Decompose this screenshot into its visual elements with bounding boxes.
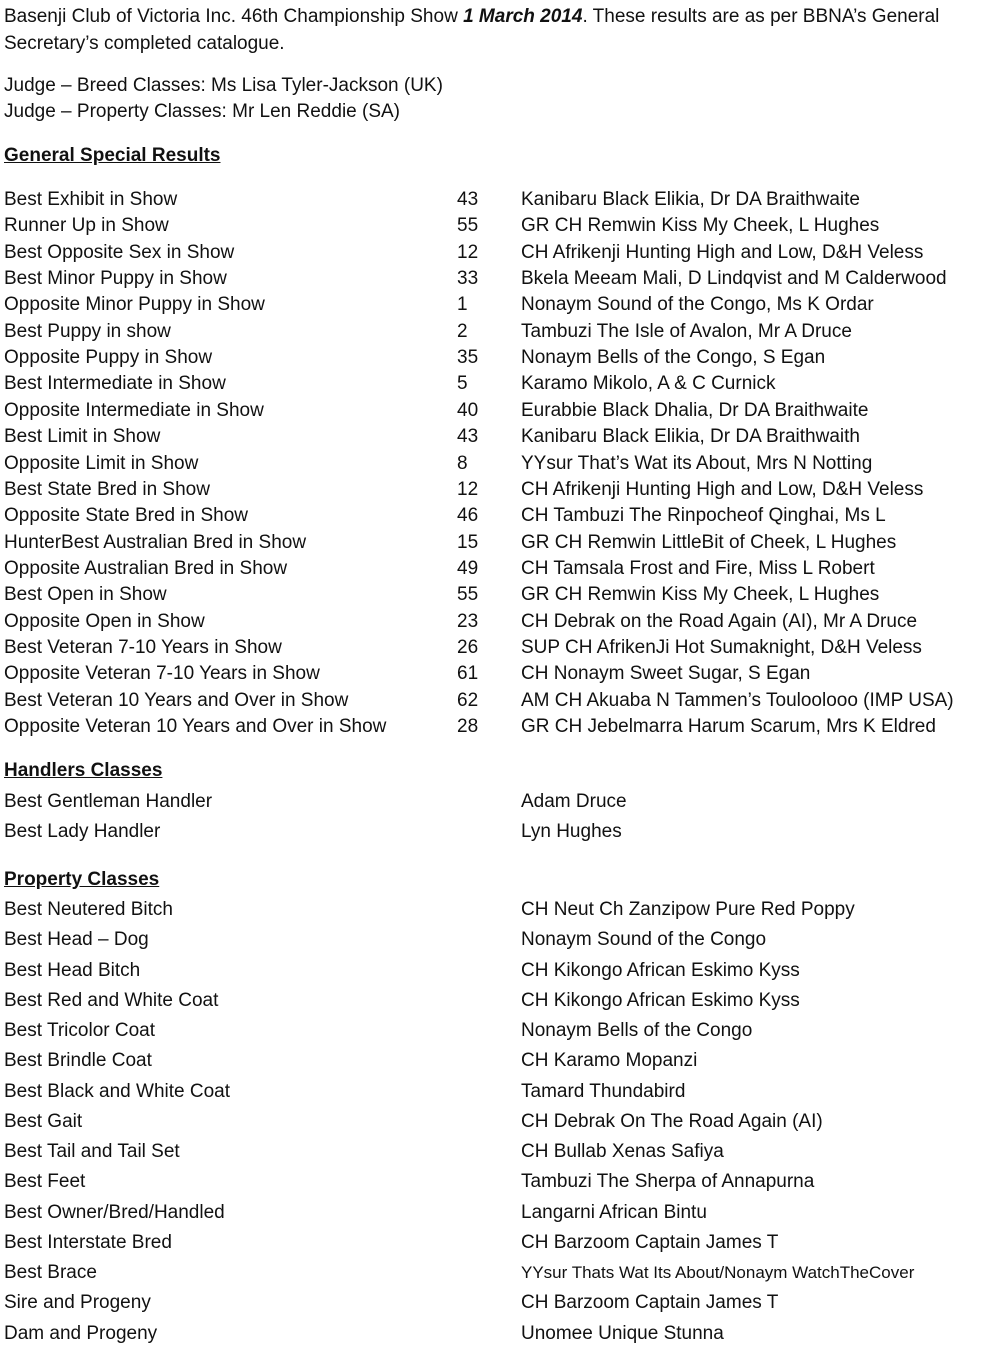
result-row	[4, 292, 1000, 318]
exhibit-number: 1	[457, 294, 468, 316]
award-name: Best Tricolor Coat	[4, 1020, 155, 1041]
winner-name: CH Nonaym Sweet Sugar, S Egan	[521, 663, 811, 685]
result-row	[4, 661, 1000, 687]
result-row	[4, 556, 1000, 582]
result-row	[4, 958, 1000, 984]
handlers-heading: Handlers Classes	[4, 760, 163, 781]
award-name: Best Opposite Sex in Show	[4, 241, 235, 263]
award-name: Opposite Limit in Show	[4, 452, 199, 474]
judge-breed: Judge – Breed Classes: Ms Lisa Tyler-Jackson (UK)	[4, 75, 443, 96]
winner-name: YYsur Thats Wat Its About/Nonaym WatchTheCover	[521, 1263, 915, 1282]
winner-name: GR CH Remwin LittleBit of Cheek, L Hughes	[521, 531, 897, 553]
result-row	[4, 927, 1000, 953]
award-name: Best Head Bitch	[4, 959, 141, 981]
exhibit-number: 49	[457, 557, 479, 579]
result-row	[4, 714, 1000, 740]
result-row	[4, 988, 1000, 1014]
exhibit-number: 43	[457, 426, 479, 448]
winner-name: CH Kikongo African Eskimo Kyss	[521, 989, 800, 1011]
award-name: Runner Up in Show	[4, 215, 169, 237]
intro-rest: . These results are as per BBNA’s General Secretary’s completed catalogue.	[4, 6, 940, 54]
winner-name: CH Debrak On The Road Again (AI)	[521, 1110, 823, 1132]
exhibit-number: 28	[457, 716, 479, 737]
exhibit-number: 61	[457, 663, 479, 685]
result-row	[4, 213, 1000, 239]
winner-name: Tambuzi The Isle of Avalon, Mr A Druce	[521, 320, 852, 342]
winner-name: CH Tamsala Frost and Fire, Miss L Robert	[521, 557, 875, 579]
exhibit-number: 33	[457, 268, 479, 290]
result-row	[4, 635, 1000, 661]
award-name: Best Brace	[4, 1262, 97, 1283]
winner-name: Bkela Meeam Mali, D Lindqvist and M Calderwood	[521, 268, 947, 290]
intro-paragraph	[4, 3, 984, 57]
result-row	[4, 897, 1000, 923]
award-name: Best Veteran 10 Years and Over in Show	[4, 689, 349, 711]
result-row	[4, 187, 1000, 213]
result-row	[4, 477, 1000, 503]
intro-text: Basenji Club of Victoria Inc. 46th Championship Show	[4, 6, 464, 27]
award-name: Opposite State Bred in Show	[4, 505, 248, 527]
award-name: Dam and Progeny	[4, 1322, 158, 1344]
exhibit-number: 15	[457, 531, 479, 553]
award-name: Best Minor Puppy in Show	[4, 268, 227, 290]
exhibit-number: 5	[457, 373, 468, 395]
result-row	[4, 1321, 1000, 1347]
general-heading: General Special Results	[4, 145, 221, 166]
result-row	[4, 424, 1000, 450]
winner-name: Tambuzi The Sherpa of Annapurna	[521, 1171, 815, 1193]
award-name: Opposite Veteran 7-10 Years in Show	[4, 663, 320, 685]
winner-name: SUP CH AfrikenJi Hot Sumaknight, D&H Veless	[521, 636, 922, 658]
exhibit-number: 26	[457, 636, 479, 658]
winner-name: Kanibaru Black Elikia, Dr DA Braithwaite	[521, 189, 860, 210]
award-name: Opposite Puppy in Show	[4, 347, 213, 369]
award-name: Opposite Australian Bred in Show	[4, 557, 288, 579]
result-row	[4, 688, 1000, 714]
award-name: Best Puppy in show	[4, 320, 171, 342]
result-row	[4, 240, 1000, 266]
exhibit-number: 55	[457, 215, 479, 237]
award-name: Best Head – Dog	[4, 929, 149, 951]
award-name: Best State Bred in Show	[4, 478, 210, 500]
result-row	[4, 319, 1000, 345]
result-row	[4, 1200, 1000, 1226]
exhibit-number: 12	[457, 241, 479, 263]
winner-name: CH Karamo Mopanzi	[521, 1050, 698, 1072]
winner-name: Langarni African Bintu	[521, 1201, 707, 1223]
property-heading: Property Classes	[4, 869, 160, 890]
result-row	[4, 1048, 1000, 1074]
winner-name: CH Tambuzi The Rinpocheof Qinghai, Ms L	[521, 505, 886, 527]
award-name: Best Brindle Coat	[4, 1050, 152, 1072]
show-date: 1 March 2014	[463, 6, 583, 27]
award-name: Opposite Intermediate in Show	[4, 399, 264, 421]
winner-name: CH Barzoom Captain James T	[521, 1292, 779, 1314]
award-name: Opposite Minor Puppy in Show	[4, 294, 265, 316]
award-name: Best Gait	[4, 1110, 83, 1132]
winner-name: Adam Druce	[521, 791, 627, 812]
award-name: Best Open in Show	[4, 584, 167, 606]
result-row	[4, 1169, 1000, 1195]
winner-name: Nonaym Sound of the Congo, Ms K Ordar	[521, 294, 874, 316]
winner-name: GR CH Remwin Kiss My Cheek, L Hughes	[521, 215, 880, 237]
result-row	[4, 451, 1000, 477]
award-name: Best Black and White Coat	[4, 1080, 230, 1102]
exhibit-number: 40	[457, 399, 479, 421]
result-row	[4, 1079, 1000, 1105]
result-row	[4, 345, 1000, 371]
result-row	[4, 1290, 1000, 1316]
exhibit-number: 46	[457, 505, 479, 527]
result-row	[4, 609, 1000, 635]
winner-name: Karamo Mikolo, A & C Curnick	[521, 373, 776, 395]
award-name: Best Exhibit in Show	[4, 189, 178, 210]
award-name: Opposite Veteran 10 Years and Over in Show	[4, 716, 387, 737]
result-row	[4, 503, 1000, 529]
winner-name: CH Bullab Xenas Safiya	[521, 1141, 724, 1162]
result-row	[4, 1139, 1000, 1165]
exhibit-number: 62	[457, 689, 479, 711]
winner-name: CH Kikongo African Eskimo Kyss	[521, 959, 800, 981]
winner-name: CH Barzoom Captain James T	[521, 1231, 779, 1253]
result-row	[4, 530, 1000, 556]
award-name: Best Feet	[4, 1171, 86, 1193]
winner-name: Nonaym Bells of the Congo	[521, 1020, 753, 1041]
winner-name: YYsur That’s Wat its About, Mrs N Notting	[521, 452, 873, 474]
exhibit-number: 55	[457, 584, 479, 606]
result-row	[4, 1109, 1000, 1135]
award-name: Best Neutered Bitch	[4, 899, 173, 920]
award-name: HunterBest Australian Bred in Show	[4, 531, 307, 553]
winner-name: CH Debrak on the Road Again (AI), Mr A Druce	[521, 610, 918, 632]
award-name: Best Gentleman Handler	[4, 791, 213, 812]
winner-name: Kanibaru Black Elikia, Dr DA Braithwaith	[521, 426, 860, 448]
winner-name: CH Afrikenji Hunting High and Low, D&H Veless	[521, 478, 924, 500]
winner-name: CH Neut Ch Zanzipow Pure Red Poppy	[521, 899, 855, 920]
winner-name: GR CH Jebelmarra Harum Scarum, Mrs K Eldred	[521, 716, 936, 737]
result-row	[4, 789, 1000, 815]
winner-name: CH Afrikenji Hunting High and Low, D&H Veless	[521, 241, 924, 263]
award-name: Best Tail and Tail Set	[4, 1141, 180, 1162]
winner-name: Nonaym Sound of the Congo	[521, 929, 767, 951]
award-name: Best Veteran 7-10 Years in Show	[4, 636, 282, 658]
award-name: Best Owner/Bred/Handled	[4, 1201, 225, 1223]
award-name: Best Interstate Bred	[4, 1231, 172, 1253]
exhibit-number: 2	[457, 320, 468, 342]
exhibit-number: 12	[457, 478, 479, 500]
winner-name: Unomee Unique Stunna	[521, 1322, 724, 1344]
result-row	[4, 582, 1000, 608]
judge-property: Judge – Property Classes: Mr Len Reddie (SA)	[4, 101, 401, 122]
winner-name: Nonaym Bells of the Congo, S Egan	[521, 347, 826, 369]
winner-name: GR CH Remwin Kiss My Cheek, L Hughes	[521, 584, 880, 606]
result-row	[4, 1018, 1000, 1044]
award-name: Sire and Progeny	[4, 1292, 151, 1314]
result-row	[4, 398, 1000, 424]
award-name: Best Intermediate in Show	[4, 373, 226, 395]
exhibit-number: 35	[457, 347, 479, 369]
result-row	[4, 371, 1000, 397]
exhibit-number: 8	[457, 452, 468, 474]
winner-name: AM CH Akuaba N Tammen’s Touloolooo (IMP USA)	[521, 689, 954, 711]
exhibit-number: 23	[457, 610, 479, 632]
award-name: Best Lady Handler	[4, 821, 161, 842]
winner-name: Tamard Thundabird	[521, 1080, 686, 1102]
result-row	[4, 819, 1000, 845]
award-name: Opposite Open in Show	[4, 610, 205, 632]
winner-name: Eurabbie Black Dhalia, Dr DA Braithwaite	[521, 399, 869, 421]
exhibit-number: 43	[457, 189, 479, 210]
result-row	[4, 1230, 1000, 1256]
winner-name: Lyn Hughes	[521, 821, 622, 842]
result-row	[4, 1260, 1000, 1286]
result-row	[4, 266, 1000, 292]
award-name: Best Limit in Show	[4, 426, 161, 448]
award-name: Best Red and White Coat	[4, 989, 219, 1011]
